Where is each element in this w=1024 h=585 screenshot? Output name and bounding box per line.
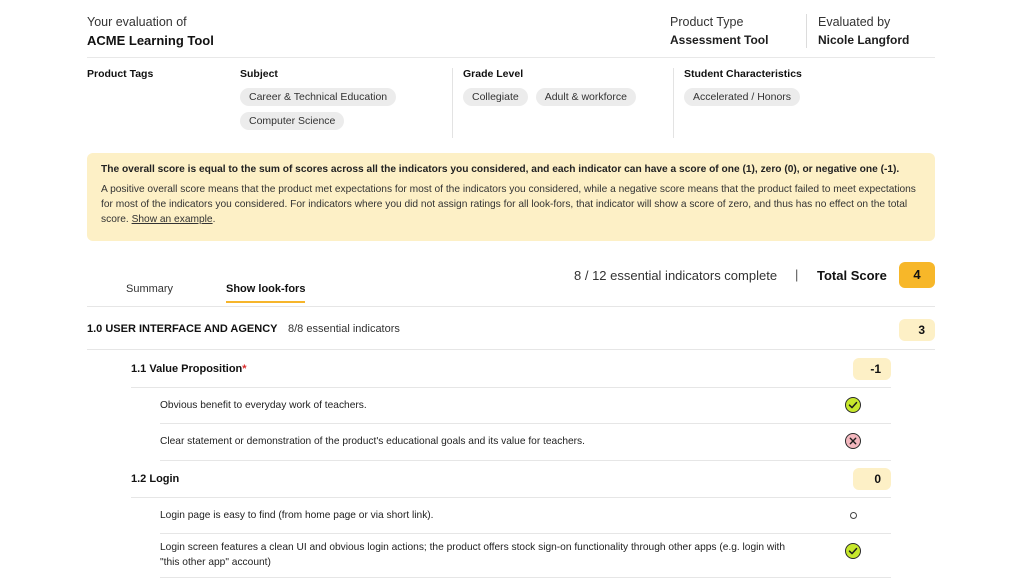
essential-indicators-progress: 8 / 12 essential indicators complete [574,268,778,283]
show-example-link[interactable]: Show an example [131,214,213,225]
student-characteristics-label: Student Characteristics [684,68,802,80]
required-marker: * [242,363,247,375]
look-for-row [160,498,891,534]
look-for-row [160,534,891,578]
look-for-text: Obvious benefit to everyday work of teachers. [160,400,367,411]
grade-chip: Adult & workforce [536,88,636,106]
total-score-badge: 4 [899,262,935,288]
subject-label: Subject [240,68,278,80]
score-explanation-notice [87,153,935,241]
subject-chip: Computer Science [240,112,344,130]
indicator-row[interactable] [131,461,891,498]
product-tags [87,68,935,140]
grade-chip: Collegiate [463,88,528,106]
notice-body [101,182,921,227]
section-row[interactable] [87,310,935,350]
notice-headline: The overall score is equal to the sum of scores across all the indicators you considered, and each indicator can have a score of one (1), zero (0), or negative one (-1). [101,164,900,175]
product-tags-column [87,68,227,140]
look-for-text: Login page is easy to find (from home page or via short link). [160,510,434,521]
product-type-label: Product Type [670,15,744,29]
notice-body-end: . [212,214,216,225]
subject-column [240,68,450,140]
look-for-text: Clear statement or demonstration of the product's educational goals and its value for teachers. [160,436,585,447]
evaluated-by-value: Nicole Langford [818,33,910,47]
empty-circle-icon[interactable] [850,512,857,519]
grade-level-column [463,68,673,140]
notice-body-text: A positive overall score means that the product met expectations for most of the indicators you considered, while a negative score means that the product failed to meet expectations for most of the indicators you considered. For indicators where you did not assign ratings for all look-fors, that indicator will show a score of zero, and thus has no effect on the total score. [101,184,916,225]
product-tags-label: Product Tags [87,68,154,80]
indicator-title [131,473,179,485]
look-for-row [160,388,891,424]
check-circle-icon[interactable] [845,543,861,559]
check-circle-icon[interactable] [845,397,861,413]
column-divider [452,68,453,138]
grade-level-label: Grade Level [463,68,524,80]
indicator-title-text: 1.2 Login [131,473,180,485]
look-for-row [160,424,891,461]
total-score-label: Total Score [817,268,887,283]
indicator-title [131,363,247,375]
indicator-row[interactable] [131,351,891,388]
section-title: 1.0 USER INTERFACE AND AGENCY [87,323,278,335]
tab-summary[interactable]: Summary [126,283,174,295]
progress-separator: | [795,267,799,282]
look-for-text: Login screen features a clean UI and obvious login actions; the product offers stock sign-on functionality through other apps (e.g. login with "this other app" account) [160,542,786,568]
student-chip: Accelerated / Honors [684,88,800,106]
x-circle-icon[interactable] [845,433,861,449]
indicator-title-text: 1.1 Value Proposition [131,363,243,375]
evaluation-label: Your evaluation of [87,15,187,29]
section-indicator-count: 8/8 essential indicators [288,323,400,335]
column-divider [673,68,674,138]
tabs-row [87,262,935,307]
indicator-score: -1 [853,358,891,380]
student-characteristics-column [684,68,924,140]
indicator-score: 0 [853,468,891,490]
evaluation-header [87,14,935,58]
subject-chip: Career & Technical Education [240,88,396,106]
header-divider [806,14,807,48]
tab-show-look-fors[interactable]: Show look-fors [226,283,305,303]
section-score: 3 [899,319,935,341]
tool-name: ACME Learning Tool [87,33,214,48]
product-type-value: Assessment Tool [670,33,769,47]
evaluated-by-label: Evaluated by [818,15,891,29]
